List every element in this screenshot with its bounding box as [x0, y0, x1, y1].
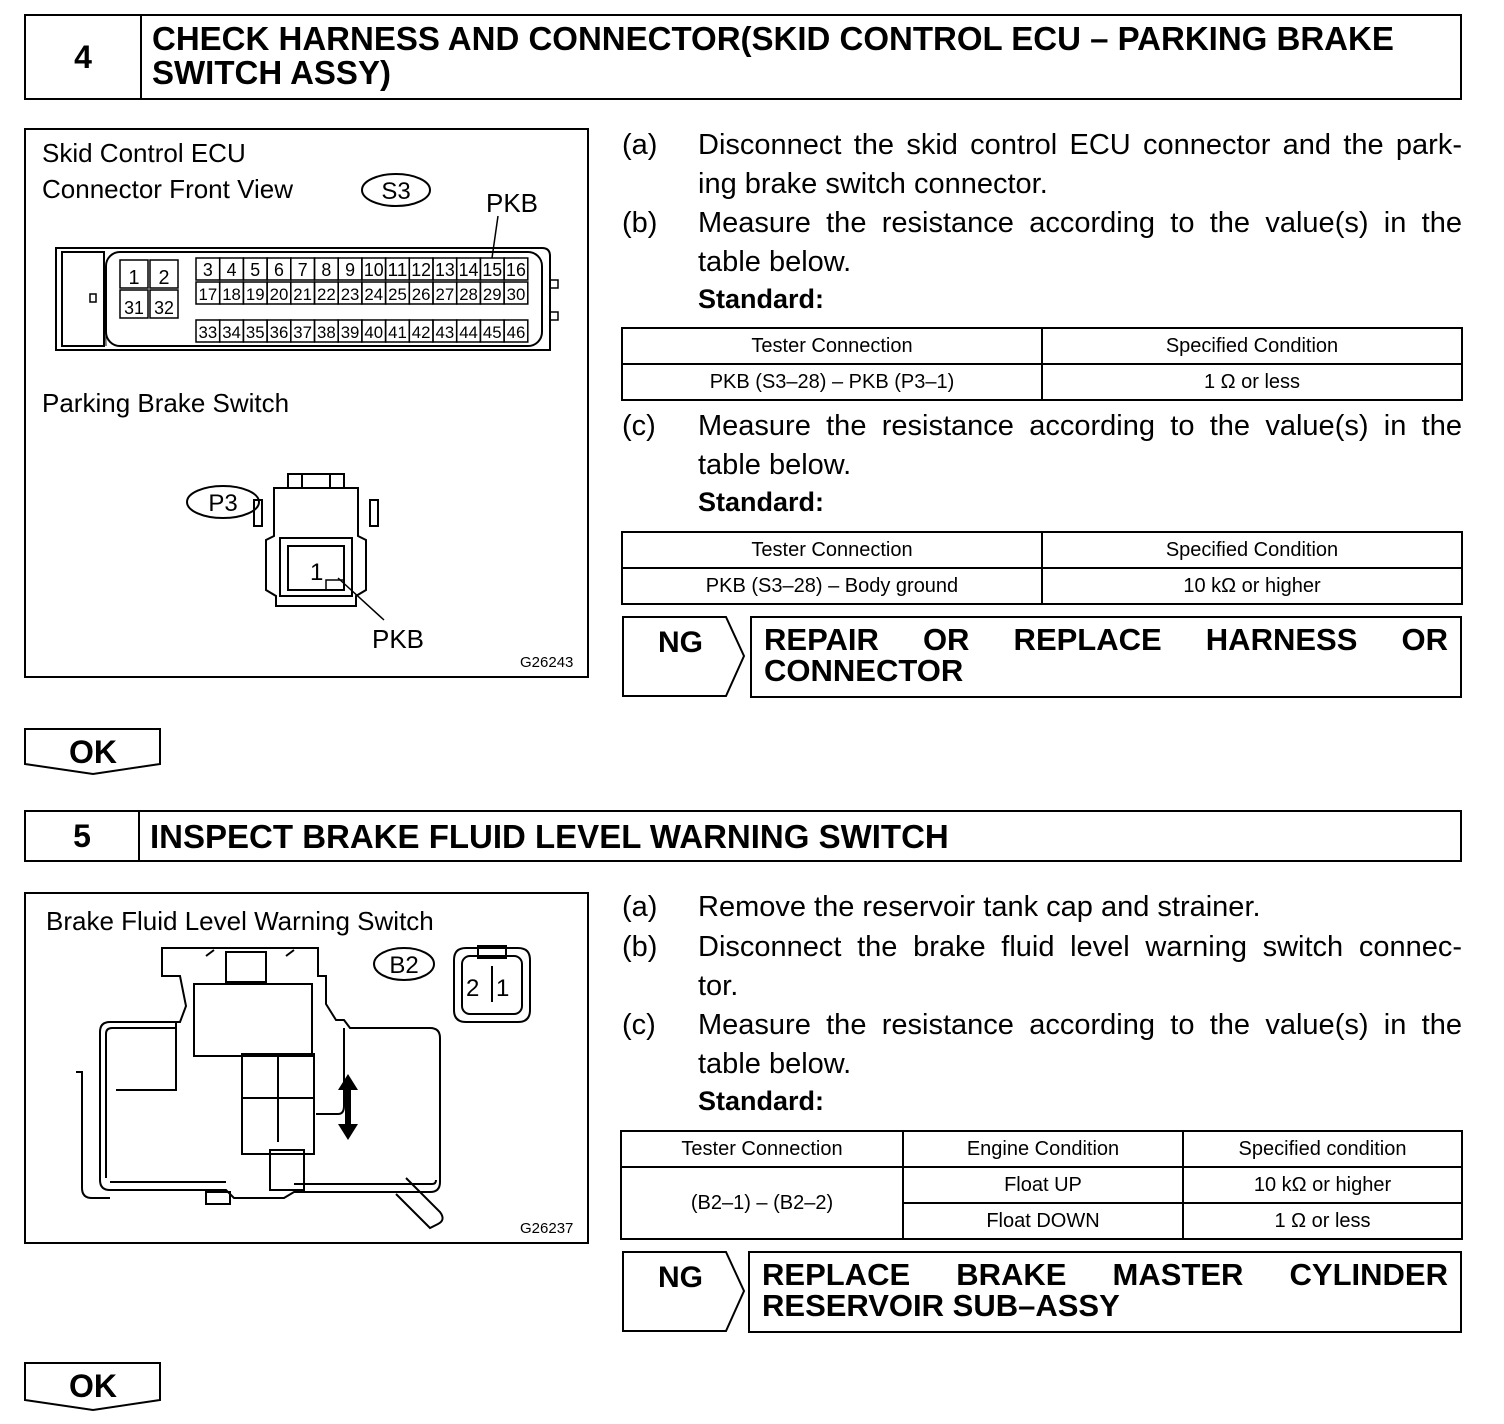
- step-text-line: table below.: [698, 449, 852, 481]
- pin-callout: PKB: [372, 624, 425, 654]
- step-label: (a): [622, 129, 658, 161]
- connector-pin-label: 2: [158, 267, 170, 289]
- connector-pin-label: 11: [387, 260, 408, 280]
- instruction-step: [622, 928, 1462, 1006]
- step-text-line: Disconnect the brake fluid level warning switch connec-: [698, 931, 1462, 963]
- connector-pin-label: 27: [435, 285, 455, 304]
- step-text: [698, 126, 1462, 204]
- table-header: Specified Condition: [1042, 532, 1462, 568]
- connector-pin-label: 28: [459, 285, 478, 304]
- table-cell: Float DOWN: [903, 1203, 1183, 1239]
- switch-connector-id-badge: [187, 486, 259, 518]
- ng-label: NG: [658, 626, 703, 659]
- connector-pin-label: 1: [128, 267, 140, 289]
- spec-table: [621, 327, 1463, 401]
- connector-pin-label: 46: [506, 323, 526, 342]
- connector-pin-label: 25: [388, 285, 407, 304]
- step-text: [698, 407, 1462, 485]
- connector-pin-label: 14: [458, 260, 479, 280]
- table-cell: PKB (S3–28) – Body ground: [622, 568, 1042, 604]
- step-label: (a): [622, 891, 658, 923]
- connector-pin-label: 29: [482, 285, 502, 304]
- step-text-line: Remove the reservoir tank cap and strainer.: [698, 891, 1261, 923]
- ok-result: [24, 728, 162, 776]
- parking-brake-switch-connector: [254, 474, 384, 620]
- connector-pin-label: 22: [317, 285, 336, 304]
- connector-pin-label: 5: [250, 260, 261, 280]
- step-text-line: Measure the resistance according to the value(s) in the: [698, 410, 1462, 442]
- standard-label: Standard:: [698, 284, 825, 314]
- connector-pin-label: 33: [198, 323, 218, 342]
- connector-pin-label: 34: [222, 323, 241, 342]
- connector-pin-label: 6: [274, 260, 284, 280]
- step-number: 5: [26, 812, 140, 860]
- figure-ecu-and-switch: [24, 128, 589, 678]
- step-text-line: Measure the resistance according to the value(s) in the: [698, 1009, 1462, 1041]
- figure-label: Connector Front View: [42, 174, 293, 204]
- step-label: (b): [622, 931, 658, 963]
- instruction-step: [622, 126, 1462, 204]
- step-text-line: ing brake switch connector.: [698, 168, 1048, 200]
- connector-pin-label: 45: [482, 323, 502, 342]
- connector-pin-label: 20: [269, 285, 289, 304]
- connector-pin-label: 9: [345, 260, 355, 280]
- table-header: Specified condition: [1183, 1131, 1462, 1167]
- ecu-pin-grid: [120, 258, 528, 342]
- diagram-label: P3: [208, 490, 238, 517]
- diagram-label: 1: [496, 975, 510, 1002]
- table-cell: (B2–1) – (B2–2): [621, 1167, 903, 1239]
- diagram-label: 1: [310, 559, 324, 586]
- figure-fluid-level-switch: [24, 892, 589, 1244]
- step-text: [698, 888, 1462, 927]
- diagram-label: B2: [389, 952, 419, 979]
- pin-callout: PKB: [486, 188, 539, 218]
- connector-pin-label: 36: [269, 323, 289, 342]
- standard-label: Standard:: [698, 487, 825, 517]
- table-header: Tester Connection: [622, 328, 1042, 364]
- step-text-line: Disconnect the skid control ECU connector and the park-: [698, 129, 1462, 161]
- step-5-header: [24, 810, 1462, 862]
- connector-pin-label: 42: [411, 323, 431, 342]
- ng-action: REPLACE BRAKE MASTER CYLINDER RESERVOIR SUB–ASSY: [748, 1251, 1462, 1333]
- ng-result: [622, 1251, 1464, 1333]
- standard-label: Standard:: [698, 1086, 825, 1116]
- connector-pin-label: 23: [340, 285, 360, 304]
- connector-pin-label: 38: [317, 323, 336, 342]
- step-text-line: table below.: [698, 246, 852, 278]
- diagram-label: S3: [381, 178, 411, 205]
- connector-pin-label: 37: [293, 323, 312, 342]
- table-header: Specified Condition: [1042, 328, 1462, 364]
- connector-pin-label: 31: [124, 298, 144, 318]
- connector-pin-label: 39: [340, 323, 360, 342]
- connector-pin-label: 30: [506, 285, 526, 304]
- figure-label: Skid Control ECU: [42, 138, 246, 168]
- table-cell: PKB (S3–28) – PKB (P3–1): [622, 364, 1042, 400]
- table-cell: 10 kΩ or higher: [1042, 568, 1462, 604]
- step-number: 4: [26, 16, 142, 98]
- table-cell: 1 Ω or less: [1183, 1203, 1462, 1239]
- connector-pin-label: 18: [222, 285, 241, 304]
- ng-action: REPAIR OR REPLACE HARNESS OR CONNECTOR: [750, 616, 1462, 698]
- step-title: INSPECT BRAKE FLUID LEVEL WARNING SWITCH: [150, 818, 949, 855]
- table-cell: 1 Ω or less: [1042, 364, 1462, 400]
- connector-pin-label: 7: [297, 260, 308, 280]
- connector-pin-label: 17: [198, 285, 218, 304]
- step-text: [698, 204, 1462, 282]
- instruction-step: [622, 1006, 1462, 1084]
- step-4-header: [24, 14, 1462, 100]
- ok-label: OK: [69, 734, 117, 770]
- spec-table: [621, 531, 1463, 605]
- connector-id-badge: [374, 948, 434, 980]
- table-header: Tester Connection: [621, 1131, 903, 1167]
- connector-diagram: [26, 130, 587, 676]
- instruction-step: [622, 407, 1462, 485]
- connector-pin-label: 10: [363, 260, 384, 280]
- ok-result: [24, 1362, 162, 1412]
- connector-pin-label: 35: [245, 323, 265, 342]
- ng-result: [622, 616, 1464, 698]
- connector-id-badge: [362, 174, 430, 206]
- reservoir-tank: [76, 948, 443, 1228]
- table-cell: Float UP: [903, 1167, 1183, 1203]
- diagram-label: 2: [466, 975, 480, 1002]
- connector-pin-label: 32: [154, 298, 174, 318]
- spec-table: [620, 1130, 1463, 1240]
- step-label: (b): [622, 207, 658, 239]
- figure-code: G26243: [520, 654, 574, 671]
- figure-code: G26237: [520, 1220, 574, 1237]
- connector-pin-label: 16: [506, 260, 526, 280]
- connector-pin-label: 43: [435, 323, 455, 342]
- step-text-line: table below.: [698, 1048, 852, 1080]
- connector-pin-label: 8: [321, 260, 332, 280]
- connector-pin-label: 24: [364, 285, 384, 304]
- step-text-line: tor.: [698, 970, 739, 1002]
- float-travel-arrow-icon: [338, 1074, 358, 1140]
- instruction-step: [622, 888, 1462, 928]
- connector-pin-label: 40: [364, 323, 384, 342]
- ng-label: NG: [658, 1261, 703, 1294]
- connector-pin-label: 13: [434, 260, 455, 280]
- step-label: (c): [622, 1009, 656, 1041]
- step-label: (c): [622, 410, 656, 442]
- figure-label: Parking Brake Switch: [42, 388, 290, 418]
- connector-pin-label: 21: [293, 285, 312, 304]
- table-header: Engine Condition: [903, 1131, 1183, 1167]
- table-cell: 10 kΩ or higher: [1183, 1167, 1462, 1203]
- step-text-line: Measure the resistance according to the value(s) in the: [698, 207, 1462, 239]
- connector-pin-label: 3: [202, 260, 213, 280]
- connector-pin-label: 41: [388, 323, 407, 342]
- table-header: Tester Connection: [622, 532, 1042, 568]
- figure-label: Brake Fluid Level Warning Switch: [46, 906, 434, 936]
- step-title: CHECK HARNESS AND CONNECTOR(SKID CONTROL ECU – PARKING BRAKE SWITCH ASSY): [152, 20, 1394, 91]
- instruction-step: [622, 204, 1462, 282]
- connector-pin-label: 4: [226, 260, 237, 280]
- connector-pin-label: 12: [411, 260, 432, 280]
- ok-label: OK: [69, 1368, 117, 1404]
- reservoir-diagram: [26, 894, 587, 1242]
- connector-pin-label: 15: [482, 260, 503, 280]
- connector-pin-label: 19: [245, 285, 265, 304]
- step-text: [698, 928, 1462, 1006]
- step-text: [698, 1006, 1462, 1084]
- connector-pin-label: 44: [459, 323, 478, 342]
- connector-pin-label: 26: [411, 285, 431, 304]
